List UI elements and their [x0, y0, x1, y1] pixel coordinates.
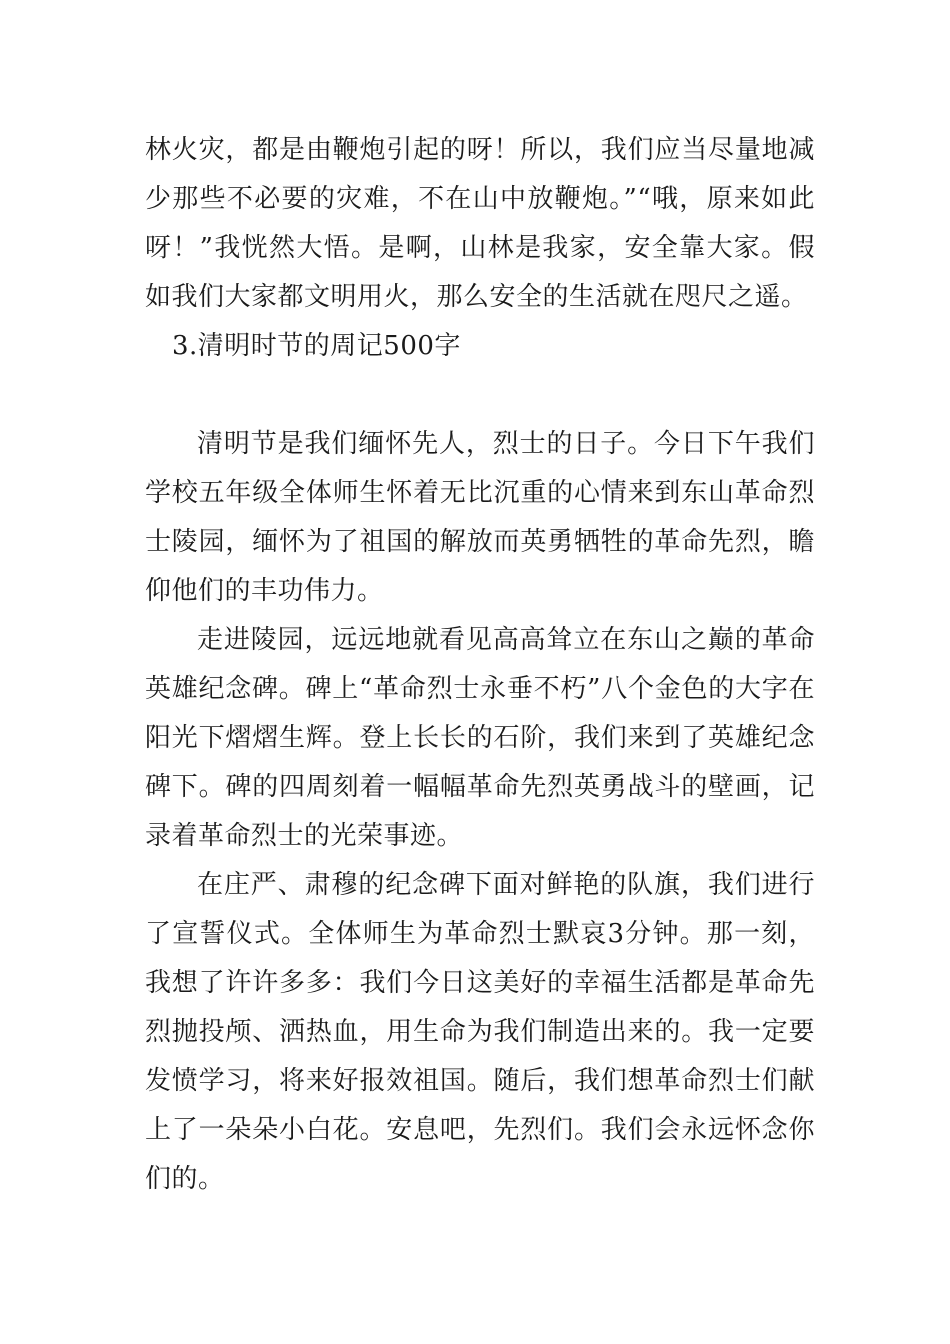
document-body: [145, 126, 815, 1204]
section-heading: 3.清明时节的周记500字: [172, 331, 461, 361]
blank-line: [145, 371, 815, 420]
intro-paragraph: 林火灾，都是由鞭炮引起的呀！所以，我们应当尽量地减少那些不必要的灾难，不在山中放鞭炮。”“哦，原来如此呀！”我恍然大悟。是啊，山林是我家，安全靠大家。假如我们大家都文明用火，那么安全的生活就在咫尺之遥。: [145, 135, 815, 312]
paragraph-monument: 走进陵园，远远地就看见高高耸立在东山之巅的革命英雄纪念碑。碑上“革命烈士永垂不朽”八个金色的大字在阳光下熠熠生辉。登上长长的石阶，我们来到了英雄纪念碑下。碑的四周刻着一幅幅革命先烈英勇战斗的壁画，记录着革命烈士的光荣事迹。: [145, 625, 815, 851]
paragraph-ceremony: 在庄严、肃穆的纪念碑下面对鲜艳的队旗，我们进行了宣誓仪式。全体师生为革命烈士默哀3分钟。那一刻，我想了许许多多：我们今日这美好的幸福生活都是革命先烈抛投颅、洒热血，用生命为我们制造出来的。我一定要发愤学习，将来好报效祖国。随后，我们想革命烈士们献上了一朵朵小白花。安息吧，先烈们。我们会永远怀念你们的。: [145, 870, 815, 1194]
paragraph-qingming-intro: 清明节是我们缅怀先人，烈士的日子。今日下午我们学校五年级全体师生怀着无比沉重的心情来到东山革命烈士陵园，缅怀为了祖国的解放而英勇牺牲的革命先烈，瞻仰他们的丰功伟力。: [145, 429, 815, 606]
